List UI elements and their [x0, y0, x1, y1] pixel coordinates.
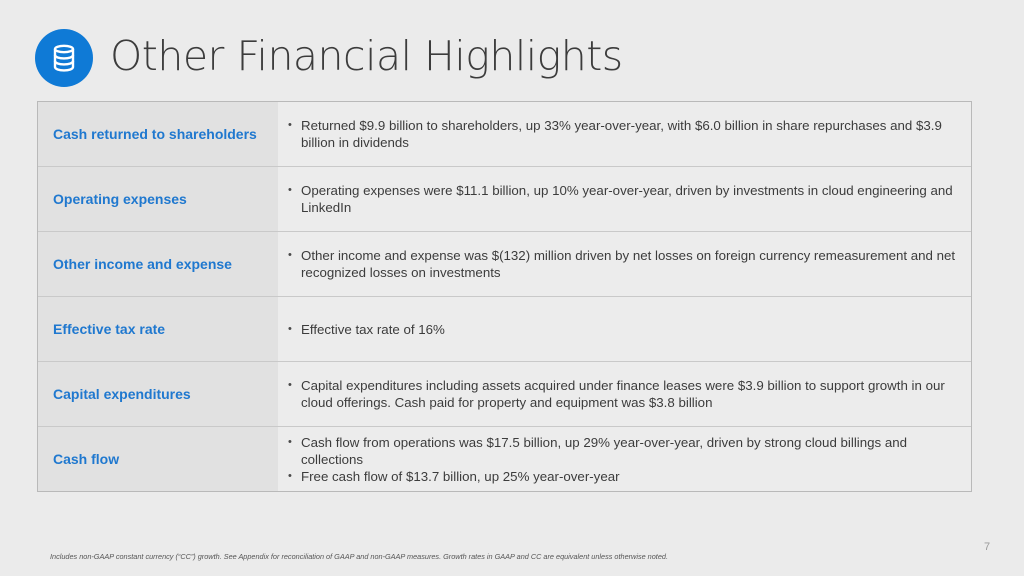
- row-content: [278, 102, 971, 166]
- bullet-item: [288, 321, 961, 338]
- bullet-dot-icon: •: [288, 119, 292, 131]
- bullet-dot-icon: •: [288, 469, 292, 482]
- page-number: 7: [984, 541, 991, 553]
- bullet-dot-icon: •: [288, 249, 292, 261]
- row-content: [278, 297, 971, 361]
- page-title: Other Financial Highlights: [110, 32, 623, 80]
- bullet-text: Capital expenditures including assets acquired under finance leases were $3.9 billion to support growth in our cloud offerings. Cash paid for property and equipment was $3.8 billion: [301, 378, 945, 410]
- table-row: [38, 427, 971, 491]
- title-icon-badge: [35, 29, 93, 87]
- bullet-item: [288, 434, 961, 468]
- bullet-text: Returned $9.9 billion to shareholders, up 33% year-over-year, with $6.0 billion in share repurchases and $3.9 billion in dividends: [301, 118, 942, 150]
- bullet-item: [288, 117, 961, 151]
- bullet-text: Effective tax rate of 16%: [301, 321, 445, 337]
- bullet-dot-icon: •: [288, 322, 292, 335]
- row-label: Cash returned to shareholders: [38, 102, 278, 166]
- row-label: Other income and expense: [38, 232, 278, 296]
- bullet-dot-icon: •: [288, 379, 292, 391]
- bullet-text: Free cash flow of $13.7 billion, up 25% year-over-year: [301, 468, 620, 484]
- bullet-item: [288, 468, 961, 485]
- bullet-item: [288, 247, 961, 281]
- bullet-text: Cash flow from operations was $17.5 billion, up 29% year-over-year, driven by strong cloud billings and collections: [301, 434, 908, 467]
- table-row: [38, 102, 971, 167]
- table-row: [38, 362, 971, 427]
- row-label: Capital expenditures: [38, 362, 278, 426]
- database-icon: [52, 44, 76, 72]
- bullet-item: [288, 182, 961, 216]
- highlights-table: [37, 101, 972, 492]
- row-label: Cash flow: [38, 427, 278, 491]
- bullet-text: Other income and expense was $(132) million driven by net losses on foreign currency remeasurement and net recognized losses on investments: [301, 248, 956, 280]
- row-label: Effective tax rate: [38, 297, 278, 361]
- bullet-text: Operating expenses were $11.1 billion, up 10% year-over-year, driven by investments in cloud engineering and LinkedIn: [301, 183, 953, 215]
- table-row: [38, 232, 971, 297]
- row-label: Operating expenses: [38, 167, 278, 231]
- row-content: [278, 427, 971, 491]
- row-content: [278, 362, 971, 426]
- row-content: [278, 232, 971, 296]
- bullet-dot-icon: •: [288, 184, 292, 196]
- table-row: [38, 297, 971, 362]
- footnote: Includes non-GAAP constant currency (“CC”) growth. See Appendix for reconciliation of GAAP and non-GAAP measures. Growth rates in GAAP and CC are equivalent unless otherwise noted.: [50, 552, 668, 561]
- table-row: [38, 167, 971, 232]
- bullet-item: [288, 377, 961, 411]
- bullet-dot-icon: •: [288, 435, 292, 448]
- row-content: [278, 167, 971, 231]
